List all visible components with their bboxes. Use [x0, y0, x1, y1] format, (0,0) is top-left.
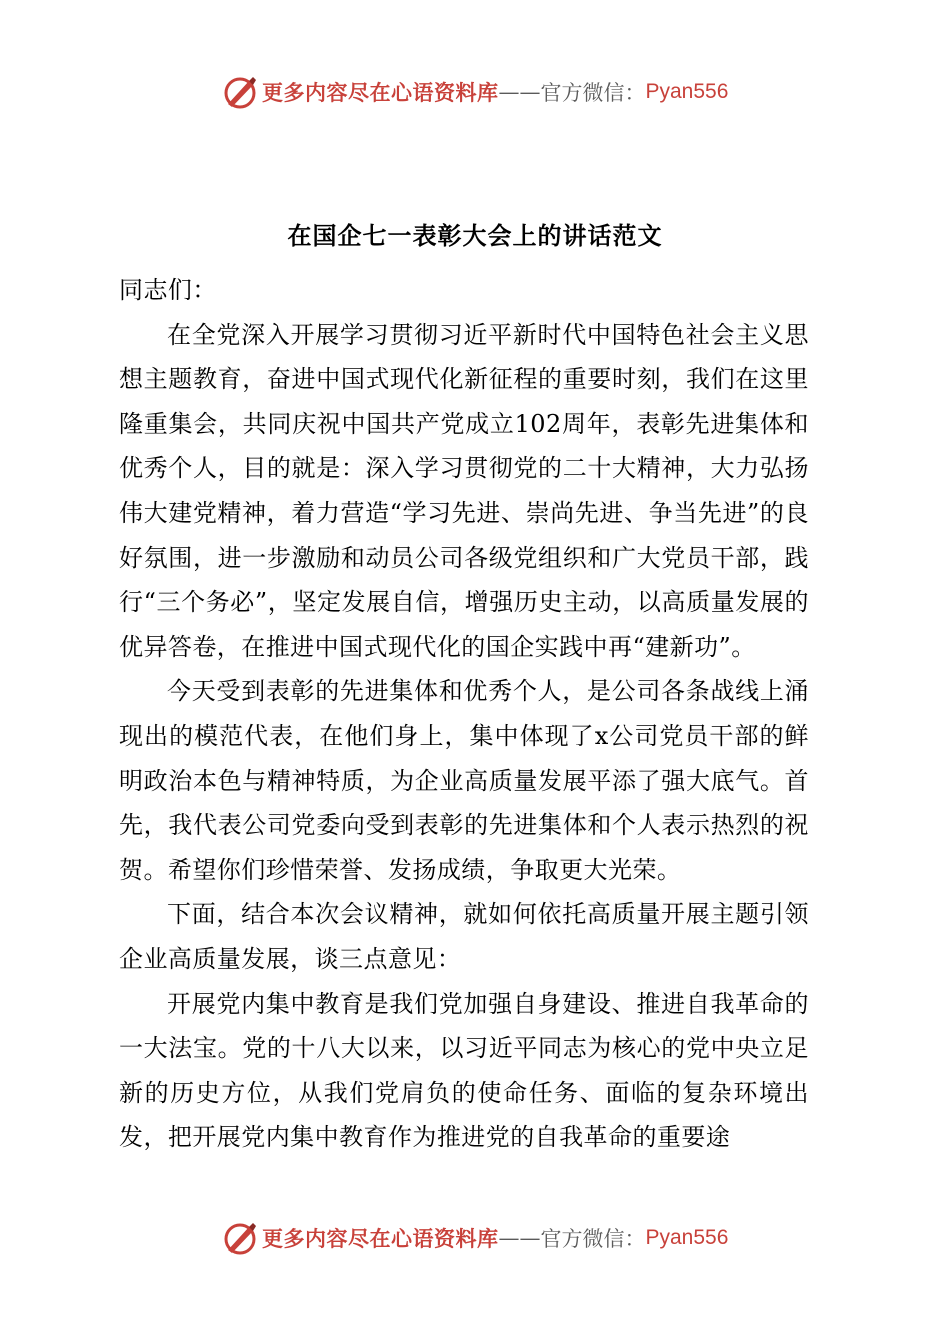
- pen-circle-icon: [222, 1220, 258, 1256]
- watermark-text: 更多内容尽在心语资料库: [262, 1226, 499, 1251]
- paragraph: 今天受到表彰的先进集体和优秀个人，是公司各条战线上涌现出的模范代表，在他们身上，集中体现了x公司党员干部的鲜明政治本色与精神特质，为企业高质量发展平添了强大底气。首先，我代表公司党委向受到表彰的先进集体和个人表示热烈的祝贺。希望你们珍惜荣誉、发扬成绩，争取更大光荣。: [119, 677, 809, 884]
- watermark-official-label: 官方微信：: [540, 81, 646, 105]
- paragraph: 在全党深入开展学习贯彻习近平新时代中国特色社会主义思想主题教育，奋进中国式现代化新征程的重要时刻，我们在这里隆重集会，共同庆祝中国共产党成立102周年，表彰先进集体和优秀个人，目的就是：深入学习贯彻党的二十大精神，大力弘扬伟大建党精神，着力营造“学习先进、崇尚先进、争当先进”的良好氛围，进一步激励和动员公司各级党组织和广大党员干部，践行“三个务必”，坚定发展自信，增强历史主动，以高质量发展的优异答卷，在推进中国式现代化的国企实践中再“建新功”。: [119, 320, 809, 661]
- watermark-dash: ——: [498, 1226, 541, 1250]
- paragraph: 开展党内集中教育是我们党加强自身建设、推进自我革命的一大法宝。党的十八大以来，以习近平同志为核心的党中央立足新的历史方位，从我们党肩负的使命任务、面临的复杂环境出发，把开展党内集中教育作为推进党的自我革命的重要途: [119, 989, 809, 1152]
- document-body: [119, 268, 809, 1160]
- document-title: 在国企七一表彰大会上的讲话范文: [287, 221, 663, 250]
- watermark-banner-bottom: [222, 1218, 728, 1258]
- watermark-official-label: 官方微信：: [540, 1227, 646, 1251]
- paragraph: 下面，结合本次会议精神，就如何依托高质量开展主题引领企业高质量发展，谈三点意见：: [119, 900, 809, 973]
- salutation: 同志们：: [119, 276, 217, 304]
- pen-circle-icon: [222, 74, 258, 110]
- watermark-dash: ——: [498, 80, 541, 104]
- watermark-text: 更多内容尽在心语资料库: [262, 80, 499, 105]
- watermark-wechat-id: Pyan556: [645, 1226, 729, 1249]
- watermark-banner-top: [222, 72, 728, 112]
- watermark-wechat-id: Pyan556: [645, 80, 729, 103]
